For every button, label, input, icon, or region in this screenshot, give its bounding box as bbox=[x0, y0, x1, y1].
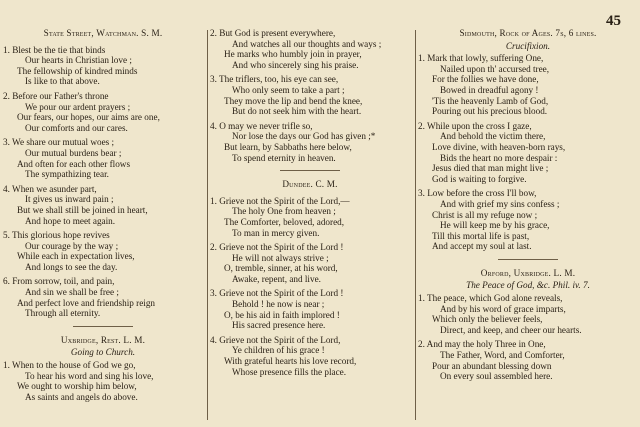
verse-line: 1. When to the house of God we go, bbox=[3, 360, 136, 371]
hymn-stanza bbox=[3, 360, 203, 402]
hymn-stanzas bbox=[3, 45, 203, 319]
verse-line: 2. While upon the cross I gaze, bbox=[418, 120, 532, 131]
hymn-stanza bbox=[3, 91, 203, 133]
verse-line: 2. And may the holy Three in One, bbox=[418, 339, 546, 350]
hymn-stanza bbox=[3, 137, 203, 179]
hymn-stanzas bbox=[210, 196, 410, 378]
verse-line: The holy One from heaven ; bbox=[232, 206, 336, 217]
column-divider bbox=[207, 30, 208, 420]
verse-line: Bowed in dreadful agony ! bbox=[440, 84, 539, 95]
verse-line: Ye children of his grace ! bbox=[232, 345, 325, 356]
verse-line: And behold the victim there, bbox=[440, 131, 546, 142]
verse-line: 3. Grieve not the Spirit of the Lord ! bbox=[210, 288, 344, 299]
hymn-tune-header: Sidmouth, Rock of Ages. 7s, 6 lines. bbox=[459, 28, 597, 38]
hymn-stanza bbox=[210, 74, 410, 116]
hymn-stanza bbox=[210, 121, 410, 163]
verse-line: We ought to worship him below, bbox=[17, 381, 137, 392]
hymn-stanza bbox=[418, 293, 638, 335]
verse-line: Pouring out his precious blood. bbox=[432, 106, 548, 117]
verse-line: And watches all our thoughts and ways ; bbox=[232, 38, 382, 49]
verse-line: Our comforts and our cares. bbox=[25, 122, 128, 133]
verse-line: And hope to meet again. bbox=[25, 215, 116, 226]
section-separator bbox=[73, 326, 133, 327]
hymn-stanza bbox=[418, 53, 638, 117]
hymn-stanzas bbox=[210, 28, 410, 163]
hymn-stanzas bbox=[3, 360, 203, 402]
section-separator bbox=[498, 259, 558, 260]
verse-line: His sacred presence here. bbox=[232, 320, 326, 331]
verse-line: 3. The triflers, too, his eye can see, bbox=[210, 74, 339, 85]
hymn-stanza bbox=[418, 121, 638, 185]
verse-line: 2. Before our Father's throne bbox=[3, 90, 109, 101]
hymn-subtitle: The Peace of God, &c. Phil. iv. 7. bbox=[466, 280, 590, 291]
column-divider bbox=[415, 30, 416, 420]
column-1 bbox=[3, 28, 203, 424]
verse-line: 3. Low before the cross I'll bow, bbox=[418, 188, 537, 199]
hymn-stanza bbox=[3, 184, 203, 226]
hymn-subtitle: Crucifixion. bbox=[505, 40, 551, 51]
verse-line: To spend eternity in heaven. bbox=[232, 152, 336, 163]
page-number: 45 bbox=[606, 13, 621, 29]
hymn-tune-header: Dundee. C. M. bbox=[282, 179, 338, 190]
verse-line: The Comforter, beloved, adored, bbox=[224, 216, 345, 227]
verse-line: On every soul assembled here. bbox=[440, 371, 553, 382]
hymn-stanza bbox=[3, 230, 203, 272]
verse-line: 4. When we asunder part, bbox=[3, 183, 97, 194]
verse-line: Nor lose the days our God has given ;* bbox=[232, 131, 376, 142]
verse-line: 'Tis the heavenly Lamb of God, bbox=[432, 95, 549, 106]
hymn-stanza bbox=[3, 276, 203, 318]
verse-line: Jesus died that man might live ; bbox=[432, 163, 549, 174]
verse-line: O, be his aid in faith implored ! bbox=[224, 309, 340, 320]
hymn-stanza bbox=[210, 242, 410, 284]
verse-line: As saints and angels do above. bbox=[25, 391, 138, 402]
verse-line: And sin we shall be free ; bbox=[25, 287, 119, 298]
verse-line: The fellowship of kindred minds bbox=[17, 65, 138, 76]
hymn-subtitle: Going to Church. bbox=[70, 347, 136, 358]
verse-line: He will keep me by his grace, bbox=[440, 220, 550, 231]
verse-line: They move the lip and bend the knee, bbox=[224, 95, 363, 106]
verse-line: To man in mercy given. bbox=[232, 227, 320, 238]
verse-line: 4. O may we never trifle so, bbox=[210, 120, 313, 131]
verse-line: And perfect love and friendship reign bbox=[17, 297, 156, 308]
hymn-stanzas bbox=[418, 293, 638, 382]
hymn-tune-header: Orford, Uxbridge. L. M. bbox=[480, 267, 576, 278]
verse-line: Bids the heart no more despair : bbox=[440, 152, 558, 163]
verse-line: 5. This glorious hope revives bbox=[3, 230, 110, 241]
verse-line: Love divine, with heaven-born rays, bbox=[432, 141, 566, 152]
verse-line: And often for each other flows bbox=[17, 158, 131, 169]
verse-line: Our courage by the way ; bbox=[25, 240, 119, 251]
verse-line: Till this mortal life is past, bbox=[432, 230, 530, 241]
verse-line: The Father, Word, and Comforter, bbox=[440, 350, 565, 361]
verse-line: 1. Grieve not the Spirit of the Lord,— bbox=[210, 195, 350, 206]
hymn-stanza bbox=[210, 288, 410, 330]
hymn-tune-header: State Street, Watchman. S. M. bbox=[43, 28, 163, 38]
verse-line: But we shall still be joined in heart, bbox=[17, 204, 148, 215]
hymn-stanzas bbox=[418, 53, 638, 252]
verse-line: And by his word of grace imparts, bbox=[440, 303, 566, 314]
verse-line: And accept my soul at last. bbox=[432, 241, 532, 252]
verse-line: 1. Blest be the tie that binds bbox=[3, 44, 106, 55]
verse-line: Nailed upon th' accursed tree, bbox=[440, 63, 550, 74]
verse-line: 2. Grieve not the Spirit of the Lord ! bbox=[210, 242, 344, 253]
verse-line: To hear his word and sing his love, bbox=[25, 370, 154, 381]
verse-line: Through all eternity. bbox=[25, 308, 101, 319]
verse-line: The sympathizing tear. bbox=[25, 169, 109, 180]
verse-line: O, tremble, sinner, at his word, bbox=[224, 263, 338, 274]
verse-line: Behold ! he now is near ; bbox=[232, 299, 325, 310]
hymn-stanza bbox=[418, 339, 638, 381]
verse-line: 6. From sorrow, toil, and pain, bbox=[3, 276, 115, 287]
hymn-stanza bbox=[210, 335, 410, 377]
verse-line: Whose presence fills the place. bbox=[232, 366, 347, 377]
hymn-stanza bbox=[210, 28, 410, 70]
verse-line: 4. Grieve not the Spirit of the Lord, bbox=[210, 334, 341, 345]
verse-line: And with grief my sins confess ; bbox=[440, 198, 560, 209]
verse-line: Our fears, our hopes, our aims are one, bbox=[17, 112, 160, 123]
column-2 bbox=[210, 28, 410, 424]
verse-line: Pour an abundant blessing down bbox=[432, 360, 552, 371]
hymn-stanza bbox=[418, 188, 638, 252]
verse-line: 1. Mark that lowly, suffering One, bbox=[418, 53, 544, 64]
verse-line: We pour our ardent prayers ; bbox=[25, 101, 131, 112]
verse-line: 2. But God is present everywhere, bbox=[210, 28, 336, 38]
verse-line: Direct, and keep, and cheer our hearts. bbox=[440, 324, 582, 335]
verse-line: But learn, by Sabbaths here below, bbox=[224, 141, 352, 152]
verse-line: He marks who humbly join in prayer, bbox=[224, 49, 362, 60]
verse-line: Who only seem to take a part ; bbox=[232, 84, 345, 95]
verse-line: Christ is all my refuge now ; bbox=[432, 209, 538, 220]
verse-line: While each in expectation lives, bbox=[17, 251, 135, 262]
section-separator bbox=[280, 170, 340, 171]
verse-line: For the follies we have done, bbox=[432, 74, 539, 85]
hymn-stanza bbox=[3, 45, 203, 87]
verse-line: Our mutual burdens bear ; bbox=[25, 147, 122, 158]
hymn-stanza bbox=[210, 196, 410, 238]
verse-line: Which only the believer feels, bbox=[432, 314, 543, 325]
verse-line: It gives us inward pain ; bbox=[25, 194, 114, 205]
verse-line: Awake, repent, and live. bbox=[232, 273, 321, 284]
verse-line: He will not always strive ; bbox=[232, 252, 329, 263]
verse-line: Our hearts in Christian love ; bbox=[25, 55, 132, 66]
verse-line: 1. The peace, which God alone reveals, bbox=[418, 293, 563, 304]
verse-line: Is like to that above. bbox=[25, 76, 100, 87]
verse-line: And who sincerely sing his praise. bbox=[232, 59, 359, 70]
verse-line: 3. We share our mutual woes ; bbox=[3, 137, 115, 148]
hymn-tune-header: Uxbridge, Rest. L. M. bbox=[60, 334, 146, 345]
verse-line: With grateful hearts his love record, bbox=[224, 356, 357, 367]
column-3 bbox=[418, 28, 638, 424]
verse-line: But do not seek him with the heart. bbox=[232, 106, 362, 117]
verse-line: God is waiting to forgive. bbox=[432, 173, 527, 184]
verse-line: And longs to see the day. bbox=[25, 261, 118, 272]
